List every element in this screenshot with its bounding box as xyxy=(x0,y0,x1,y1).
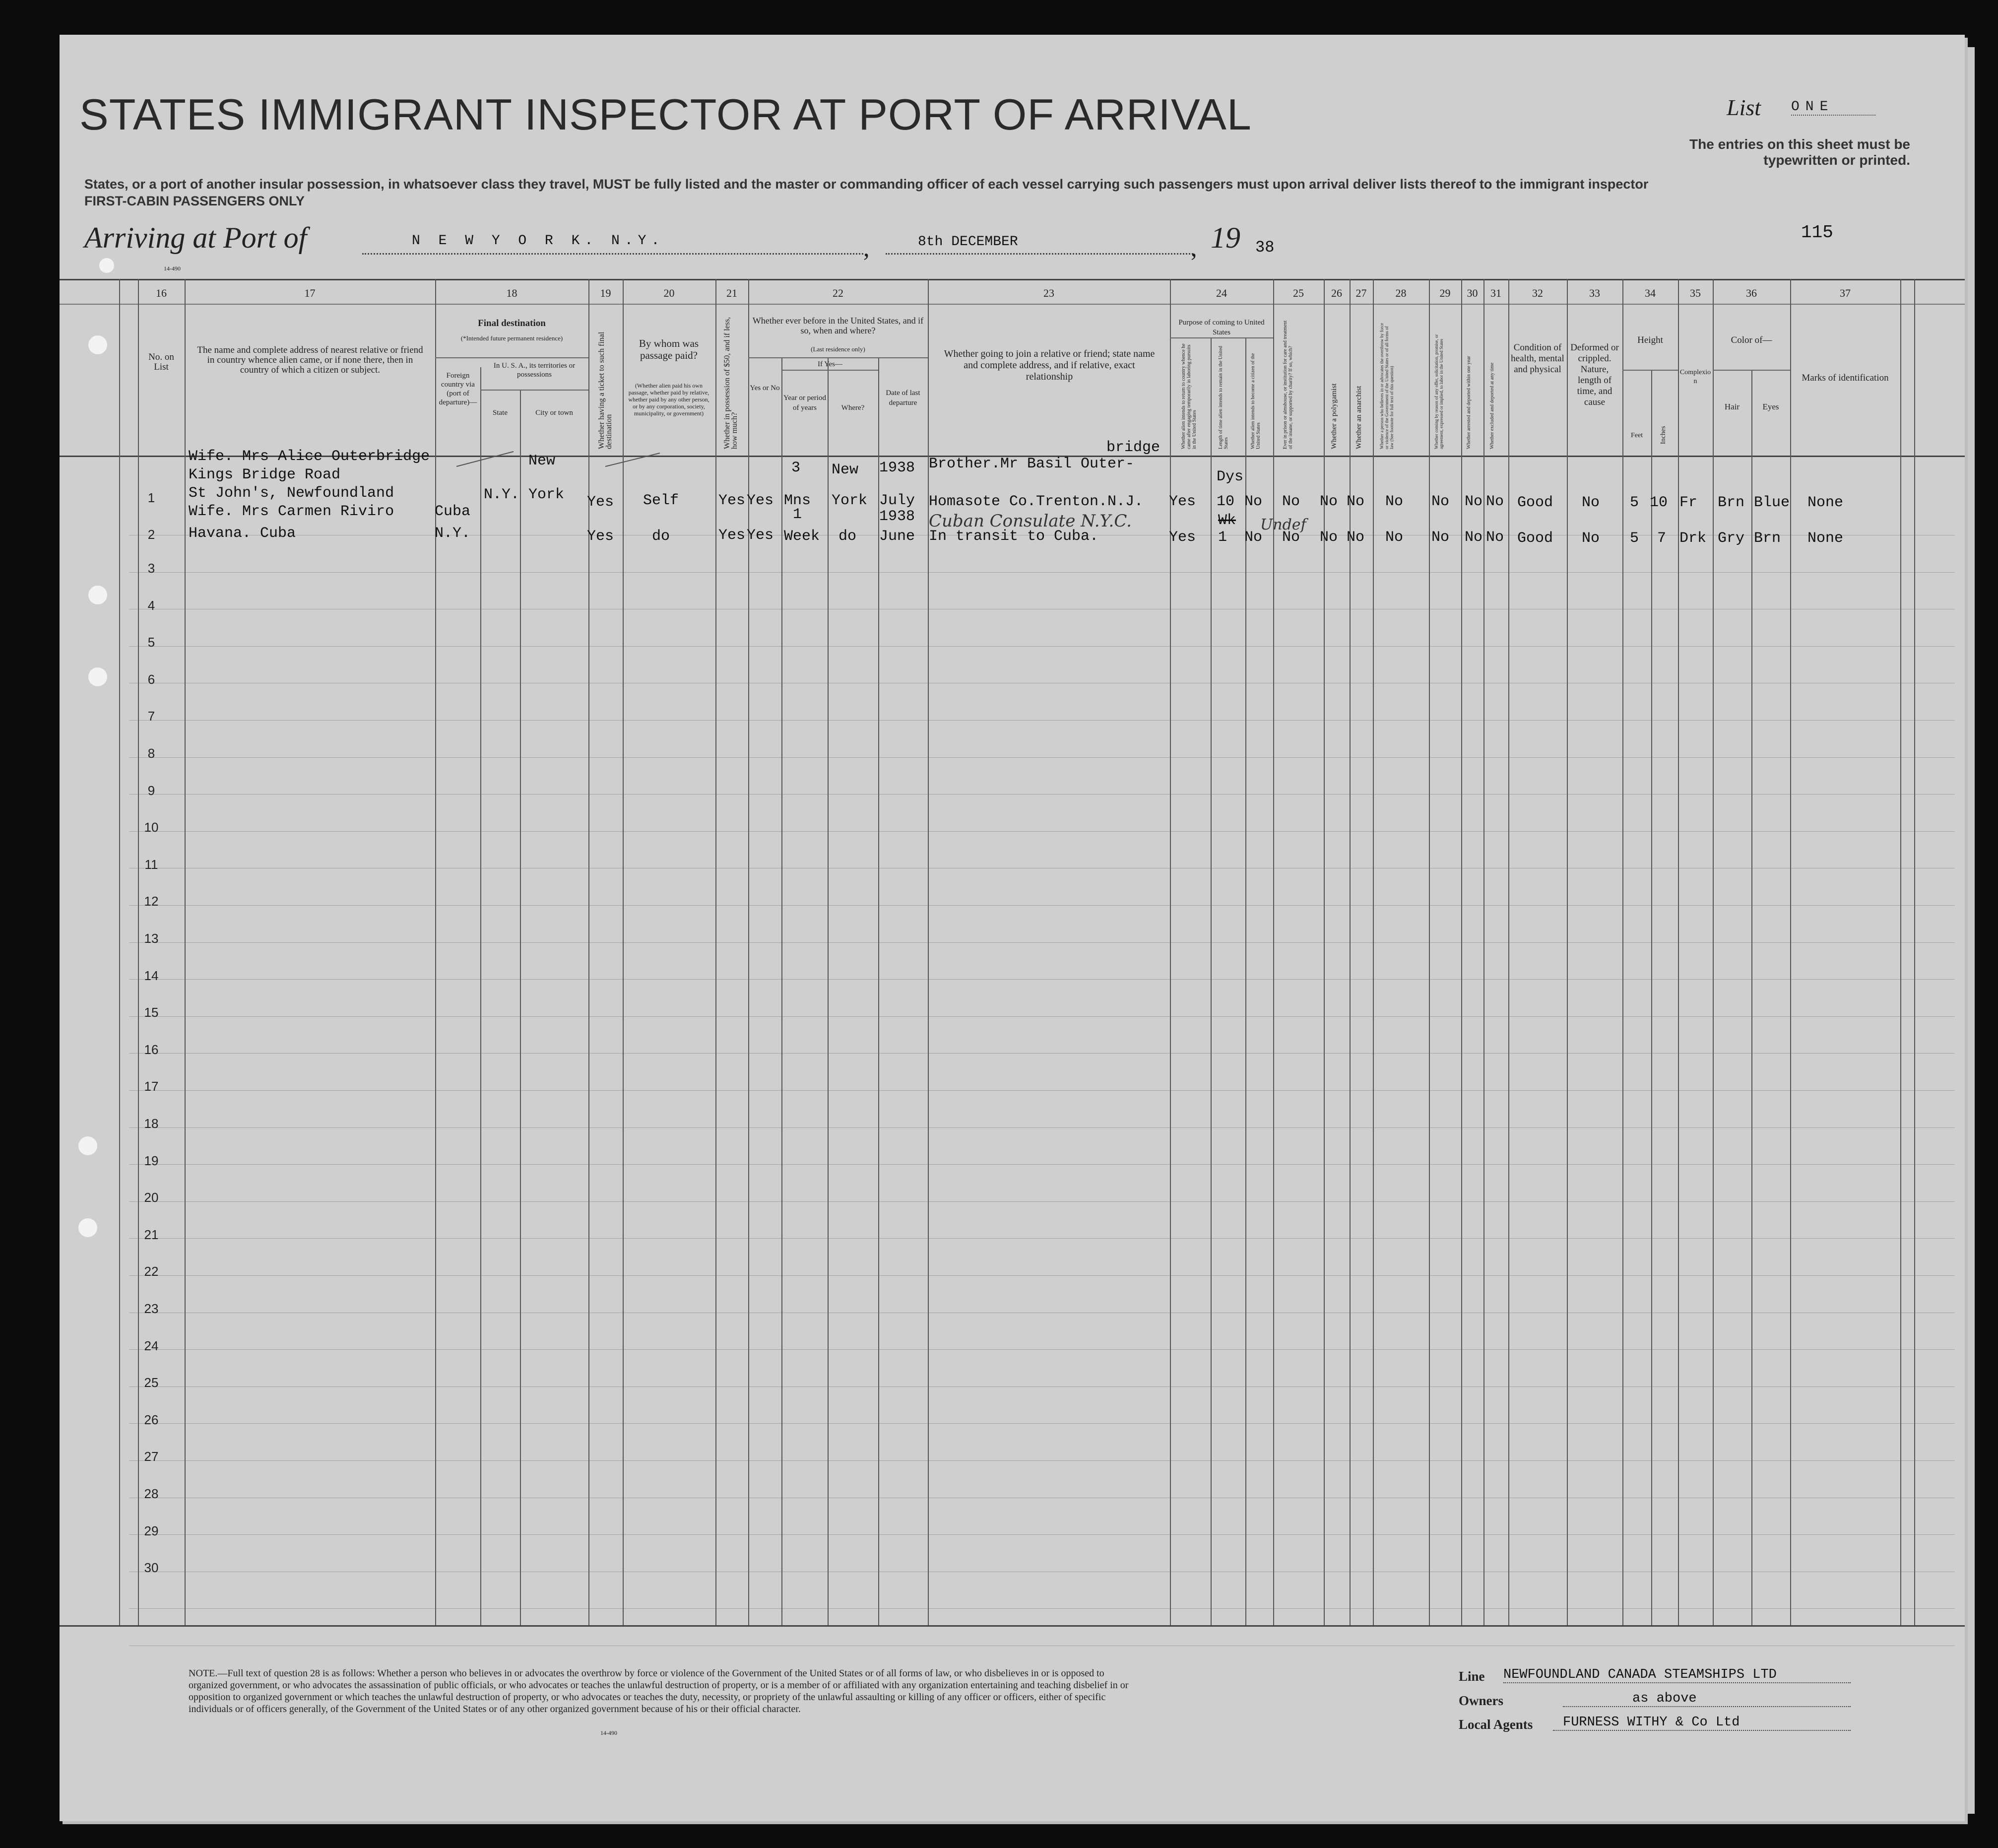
row-number: 15 xyxy=(144,1005,159,1020)
line-label: Line xyxy=(1459,1669,1485,1684)
header-deformed: Deformed or crippled. Nature, length of time, and cause xyxy=(1570,342,1619,407)
entry1-anarchist: No xyxy=(1347,493,1365,510)
table-top-border xyxy=(60,279,1965,280)
entry2-length-unit: Wk xyxy=(1218,512,1236,529)
row-line xyxy=(129,1349,1955,1350)
col-number: 17 xyxy=(304,287,316,299)
row-number: 28 xyxy=(144,1486,159,1501)
row-number: 3 xyxy=(147,561,155,576)
entry2-join-typed: In transit to Cuba. xyxy=(929,528,1099,545)
entry2-deformed: No xyxy=(1582,530,1600,547)
entry1-excluded: No xyxy=(1486,493,1504,510)
col-number: 21 xyxy=(726,287,737,299)
row-number: 16 xyxy=(144,1042,159,1057)
entry1-city-line2: York xyxy=(528,486,565,503)
col-divider xyxy=(1273,279,1274,1625)
subhead-line xyxy=(781,370,878,371)
header-state: State xyxy=(493,409,508,417)
entry1-period-line1: 3 xyxy=(791,460,801,476)
col-number: 34 xyxy=(1645,287,1656,299)
entry1-join-line1: Brother.Mr Basil Outer- xyxy=(929,456,1135,472)
manifest-sheet xyxy=(60,35,1965,1821)
col-divider xyxy=(1483,279,1484,1625)
col-number: 28 xyxy=(1395,287,1407,299)
col-divider xyxy=(878,357,879,1625)
col-divider xyxy=(480,367,481,1625)
entry2-eyes: Brn xyxy=(1754,530,1781,547)
col-divider xyxy=(1211,337,1212,1625)
col-divider xyxy=(1751,370,1752,1625)
col-divider xyxy=(1651,370,1652,1625)
entry1-complexion: Fr xyxy=(1679,494,1698,511)
entry2-period-line1: 1 xyxy=(793,506,802,523)
header-ever-before-note: (Last residence only) xyxy=(811,345,865,353)
entry2-before-yes: Yes xyxy=(747,527,774,544)
header-marks: Marks of identification xyxy=(1802,373,1889,383)
header-passage-note: (Whether alien paid his own passage, whether paid by relative, whether paid by any other person, or by any corporation, society, municipality, or government) xyxy=(628,382,709,417)
header-usa: In U. S. A., its territories or possessions xyxy=(493,362,576,379)
row-line xyxy=(129,831,1955,832)
entry2-paid-by: do xyxy=(652,528,670,545)
row-number: 4 xyxy=(147,597,155,613)
form-code: 14-490 xyxy=(164,265,181,272)
year-suffix: 38 xyxy=(1255,238,1275,257)
entry1-city-line1: New xyxy=(528,453,556,469)
row-number: 2 xyxy=(147,527,155,542)
header-feet: Feet xyxy=(1630,432,1643,439)
entry1-where-line1: New xyxy=(832,462,859,478)
header-passage-paid: By whom was passage paid? xyxy=(639,337,699,361)
punch-hole xyxy=(78,1136,97,1155)
col-divider xyxy=(1678,279,1679,1625)
row-line xyxy=(129,1386,1955,1387)
entry2-feet: 5 xyxy=(1630,530,1639,547)
col-number: 18 xyxy=(506,287,517,299)
header-fifty-dollars: Whether in possession of $50, and if less, how much? xyxy=(723,317,739,449)
entry2-date-line2: June xyxy=(879,528,915,545)
col-number: 19 xyxy=(600,287,611,299)
entry2-anarchist: No xyxy=(1347,529,1365,546)
entry1-labor-offer: No xyxy=(1431,493,1450,510)
punch-hole xyxy=(88,667,107,686)
col-number: 22 xyxy=(833,287,843,299)
row-number: 7 xyxy=(147,709,155,724)
entry1-hair: Brn xyxy=(1718,494,1745,511)
date-value: 8th DECEMBER xyxy=(918,234,1018,250)
col-divider xyxy=(1508,279,1509,1625)
header-if-yes: If Yes— xyxy=(817,360,842,368)
footer-form-code: 14-490 xyxy=(600,1729,617,1736)
entry1-relative-line1: Wife. Mrs Alice Outerbridge xyxy=(189,448,430,465)
entry1-paid-by: Self xyxy=(643,492,679,509)
port-value: N E W Y O R K. N.Y. xyxy=(412,233,665,249)
row-line xyxy=(129,1127,1955,1128)
entry1-citizen: No xyxy=(1244,493,1263,510)
row-line xyxy=(129,1534,1955,1535)
row-number: 17 xyxy=(144,1079,159,1094)
entry2-overthrow: No xyxy=(1385,529,1404,546)
entry2-where: do xyxy=(838,528,857,545)
entry1-date-line1: 1938 xyxy=(879,460,915,476)
subhead-line xyxy=(1622,370,1678,371)
col-divider xyxy=(781,357,782,1625)
entry1-state: N.Y. xyxy=(484,486,520,503)
header-prison: Ever in prison or almshouse, or institution for care and treatment of the insane, or supported by charity? If so, which? xyxy=(1283,320,1293,449)
col-divider xyxy=(623,279,624,1625)
col-number: 20 xyxy=(663,287,675,299)
entry1-relative-line2: Kings Bridge Road xyxy=(189,466,341,483)
entry1-before-yes: Yes xyxy=(747,492,774,509)
row-number: 10 xyxy=(144,820,159,835)
punch-hole xyxy=(99,258,114,273)
entry2-relative-line2: Havana. Cuba xyxy=(189,525,296,542)
entry1-polygamist: No xyxy=(1320,493,1338,510)
header-height: Height xyxy=(1637,335,1663,345)
entry1-join-line0: bridge xyxy=(1106,439,1160,456)
col-divider xyxy=(1567,279,1568,1625)
row-number: 21 xyxy=(144,1227,159,1242)
row-line xyxy=(129,1164,1955,1165)
punch-hole xyxy=(78,1218,97,1237)
entry2-length-value: 1 xyxy=(1218,529,1227,546)
header-anarchist: Whether an anarchist xyxy=(1355,386,1363,449)
header-join-relative: Whether going to join a relative or friend; state name and complete address, and if relative, exact relationship xyxy=(944,348,1155,382)
col-divider xyxy=(1461,279,1462,1625)
entry1-eyes: Blue xyxy=(1754,494,1790,511)
col-divider xyxy=(1429,279,1430,1625)
entry2-hair: Gry xyxy=(1718,530,1745,547)
row-number: 19 xyxy=(144,1153,159,1168)
header-no-on-list: No. on List xyxy=(148,352,174,372)
row-number: 27 xyxy=(144,1449,159,1464)
col-divider xyxy=(928,279,929,1625)
header-purpose: Purpose of coming to United States xyxy=(1178,319,1265,336)
col-divider xyxy=(185,279,186,1625)
entry2-foreign-line1: Cuba xyxy=(435,503,471,520)
col-divider xyxy=(1373,279,1374,1625)
year-prefix: 19 xyxy=(1211,221,1240,254)
row-number: 26 xyxy=(144,1412,159,1427)
col-divider xyxy=(1914,279,1915,1625)
entry2-excluded: No xyxy=(1486,529,1504,546)
col-divider xyxy=(588,279,589,1625)
col-divider xyxy=(1350,279,1351,1625)
entries-note: The entries on this sheet must be typewritten or printed. xyxy=(1689,136,1910,168)
owners-label: Owners xyxy=(1459,1693,1503,1708)
entry1-ticket: Yes xyxy=(587,494,614,511)
arriving-label: Arriving at Port of xyxy=(84,221,307,254)
form-subtitle-class: FIRST-CABIN PASSENGERS ONLY xyxy=(84,194,305,208)
entry1-date-line2: July xyxy=(879,492,915,509)
entry2-prison: No xyxy=(1282,529,1300,546)
line-value: NEWFOUNDLAND CANADA STEAMSHIPS LTD xyxy=(1503,1667,1851,1683)
header-ticket: Whether having a ticket to such final destination xyxy=(597,331,613,449)
row-number: 5 xyxy=(147,635,155,650)
col-divider xyxy=(435,279,436,1625)
subhead-line xyxy=(1713,370,1790,371)
entry1-has-50: Yes xyxy=(718,492,746,509)
row-line xyxy=(129,1275,1955,1276)
row-line xyxy=(129,757,1955,758)
row-line xyxy=(129,1090,1955,1091)
entry2-handwritten-note: Undef xyxy=(1260,516,1306,533)
col-number: 35 xyxy=(1690,287,1701,299)
col-number: 26 xyxy=(1331,287,1342,299)
row-line xyxy=(129,905,1955,906)
entry2-polygamist: No xyxy=(1320,529,1338,546)
row-line xyxy=(129,1608,1955,1609)
entry1-prison: No xyxy=(1282,493,1300,510)
subhead-line xyxy=(480,390,588,391)
colnum-border xyxy=(60,304,1965,305)
col-number: 30 xyxy=(1467,287,1478,299)
header-length-of-stay: Length of time alien intends to remain in the United States xyxy=(1218,345,1229,449)
row-line xyxy=(129,1053,1955,1054)
header-year-period: Year or period of years xyxy=(783,394,826,412)
header-hair: Hair xyxy=(1724,402,1740,411)
entry1-relative-line3: St John's, Newfoundland xyxy=(189,485,394,502)
row-number: 23 xyxy=(144,1301,159,1316)
entry1-overthrow: No xyxy=(1385,493,1404,510)
header-ever-before: Whether ever before in the United States, and if so, when and where? xyxy=(752,316,924,335)
page-number: 115 xyxy=(1801,222,1833,243)
entry2-date-line1: 1938 xyxy=(879,508,915,525)
row-number: 20 xyxy=(144,1190,159,1205)
col-divider xyxy=(119,279,120,1625)
row-number: 9 xyxy=(147,783,155,798)
header-inches: Inches xyxy=(1660,426,1667,444)
entry2-arrested: No xyxy=(1465,529,1483,546)
header-relative: The name and complete address of nearest relative or friend in country whence alien came, or if none there, then in country of which a citizen or subject. xyxy=(197,345,423,375)
col-number: 37 xyxy=(1840,287,1851,299)
ditto-marks xyxy=(427,449,883,469)
footnote-q28: NOTE.—Full text of question 28 is as follows: Whether a person who believes in or advocates the overthrow by force or violence of the Government of the United States or of all forms of law, or who disbelieves in or is opposed to organized government, or who advocates the assassination of public officials, or who advocates or teaches the unlawful destruction of property, or is a member of or affiliated with any organization entertaining and teaching disbelief in or opposition to organized government or which teaches the unlawful destruction of property, or who advocates or teaches the duty, necessity, or propriety of the unlawful assaulting or killing of any officer or officers, either of specific individuals or of officers generally, of the Government of the United States or of any other organized government because of his or their official character. xyxy=(189,1668,1129,1715)
header-excluded-deported: Whether excluded and deported at any time xyxy=(1489,362,1495,449)
header-complexion: Complexion xyxy=(1679,369,1711,385)
row-number: 30 xyxy=(144,1560,159,1576)
header-arrested-deported: Whether arrested and deported within one year xyxy=(1466,356,1472,449)
entry1-period-line2: Mns xyxy=(784,492,811,509)
col-divider xyxy=(1713,279,1714,1625)
col-number: 32 xyxy=(1532,287,1543,299)
comma: , xyxy=(1191,234,1197,262)
punch-hole xyxy=(88,335,107,354)
entry1-where-line2: York xyxy=(832,492,868,509)
subhead-line xyxy=(748,357,928,358)
row-number: 8 xyxy=(147,746,155,761)
row-line xyxy=(129,646,1955,647)
form-subtitle: States, or a port of another insular possession, in whatsoever class they travel, MUST be fully listed and the master or commanding officer of each vessel carrying such passengers must upon arrival deliver lists thereof to the immigrant inspector xyxy=(84,177,1649,192)
col-divider xyxy=(748,279,749,1625)
entry1-deformed: No xyxy=(1582,494,1600,511)
entry1-marks: None xyxy=(1807,494,1844,511)
punch-hole xyxy=(88,586,107,604)
row-number: 14 xyxy=(144,968,159,983)
header-color-of: Color of— xyxy=(1731,335,1772,345)
header-final-destination-note: (*Intended future permanent residence) xyxy=(460,334,563,342)
col-number: 36 xyxy=(1746,287,1757,299)
header-return-home: Whether alien intends to return to country whence he came after engaging temporarily in laboring pursuits in the United States xyxy=(1181,343,1197,449)
entry1-inches: 10 xyxy=(1650,494,1668,511)
row-number: 12 xyxy=(144,894,159,909)
entry2-health: Good xyxy=(1517,530,1553,547)
col-number: 27 xyxy=(1355,287,1367,299)
entry1-length-unit: Dys xyxy=(1217,468,1244,485)
entry2-labor-offer: No xyxy=(1431,529,1450,546)
local-agents-value: FURNESS WITHY & Co Ltd xyxy=(1553,1715,1851,1731)
col-number: 23 xyxy=(1043,287,1054,299)
header-become-citizen: Whether alien intends to become a citizen of the United States xyxy=(1250,353,1261,449)
col-divider xyxy=(1790,279,1791,1625)
row-line xyxy=(129,979,1955,980)
col-number: 33 xyxy=(1589,287,1600,299)
entry2-period-line2: Week xyxy=(784,528,820,545)
entry2-inches: 7 xyxy=(1657,530,1667,547)
entry2-complexion: Drk xyxy=(1679,530,1707,547)
list-value: ONE xyxy=(1791,99,1875,116)
col-divider xyxy=(1170,279,1171,1625)
col-number: 16 xyxy=(156,287,167,299)
entry1-feet: 5 xyxy=(1630,494,1639,511)
header-yes-no: Yes or No xyxy=(750,384,780,392)
row-line xyxy=(129,572,1955,573)
entry2-marks: None xyxy=(1807,530,1844,547)
entry1-health: Good xyxy=(1517,494,1553,511)
col-number: 24 xyxy=(1216,287,1227,299)
row-line xyxy=(129,942,1955,943)
row-number: 13 xyxy=(144,931,159,946)
entry2-citizen: No xyxy=(1244,529,1263,546)
header-polygamist: Whether a polygamist xyxy=(1330,383,1338,449)
header-city: City or town xyxy=(535,409,573,417)
col-divider xyxy=(1324,279,1325,1625)
row-number: 24 xyxy=(144,1338,159,1353)
entry2-join-handwritten: Cuban Consulate N.Y.C. xyxy=(929,511,1132,531)
row-number: 11 xyxy=(144,857,158,872)
entry1-arrested: No xyxy=(1465,493,1483,510)
col-divider xyxy=(520,390,521,1625)
col-number: 25 xyxy=(1293,287,1304,299)
list-label: List xyxy=(1727,95,1761,120)
header-overthrow: Whether a person who believes in or advocates the overthrow by force or violence of the Government of the United States or of all forms of law (See footnote for full text of this question) xyxy=(1379,323,1394,449)
form-title: STATES IMMIGRANT INSPECTOR AT PORT OF ARRIVAL xyxy=(79,90,1252,139)
entry2-has-50: Yes xyxy=(718,527,746,544)
header-foreign-country: Foreign country via (port of departure)— xyxy=(439,372,477,406)
entry1-join-line2: Homasote Co.Trenton.N.J. xyxy=(929,493,1144,510)
entry2-return-home: Yes xyxy=(1169,529,1196,546)
comma: , xyxy=(863,234,870,262)
row-number: 25 xyxy=(144,1375,159,1390)
header-health: Condition of health, mental and physical xyxy=(1511,342,1564,375)
row-line xyxy=(129,1423,1955,1424)
entry2-ticket: Yes xyxy=(587,528,614,545)
entry2-foreign-line2: N.Y. xyxy=(435,525,471,542)
col-divider xyxy=(828,357,829,1625)
col-number: 31 xyxy=(1490,287,1501,299)
header-where: Where? xyxy=(841,404,865,412)
entry1-length-value: 10 xyxy=(1217,493,1235,510)
row-line xyxy=(129,1460,1955,1461)
subhead-line xyxy=(1170,337,1273,338)
table-bottom-border xyxy=(60,1625,1965,1627)
entry1-return-home: Yes xyxy=(1169,493,1196,510)
col-divider xyxy=(1900,279,1901,1625)
owners-value: as above xyxy=(1563,1691,1851,1707)
row-number: 1 xyxy=(147,490,155,505)
row-line xyxy=(129,1238,1955,1239)
header-final-destination: Final destination xyxy=(478,318,546,329)
row-line xyxy=(129,1201,1955,1202)
entry2-relative-line1: Wife. Mrs Carmen Riviro xyxy=(189,503,394,520)
header-last-departure: Date of last departure xyxy=(886,389,920,407)
col-number: 29 xyxy=(1439,287,1451,299)
row-line xyxy=(129,720,1955,721)
row-line xyxy=(129,1016,1955,1017)
row-number: 6 xyxy=(147,671,155,687)
row-number: 29 xyxy=(144,1523,159,1538)
header-eyes: Eyes xyxy=(1762,402,1779,411)
row-number: 22 xyxy=(144,1264,159,1279)
local-agents-label: Local Agents xyxy=(1459,1717,1533,1732)
subhead-line xyxy=(435,357,588,358)
col-divider xyxy=(715,279,716,1625)
header-labor-offer: Whether coming by reason of any offer, solicitation, promise, or agreement, expressed or implied, to labor in the United States xyxy=(1434,334,1444,449)
row-number: 18 xyxy=(144,1116,159,1131)
col-divider xyxy=(1622,279,1623,1625)
